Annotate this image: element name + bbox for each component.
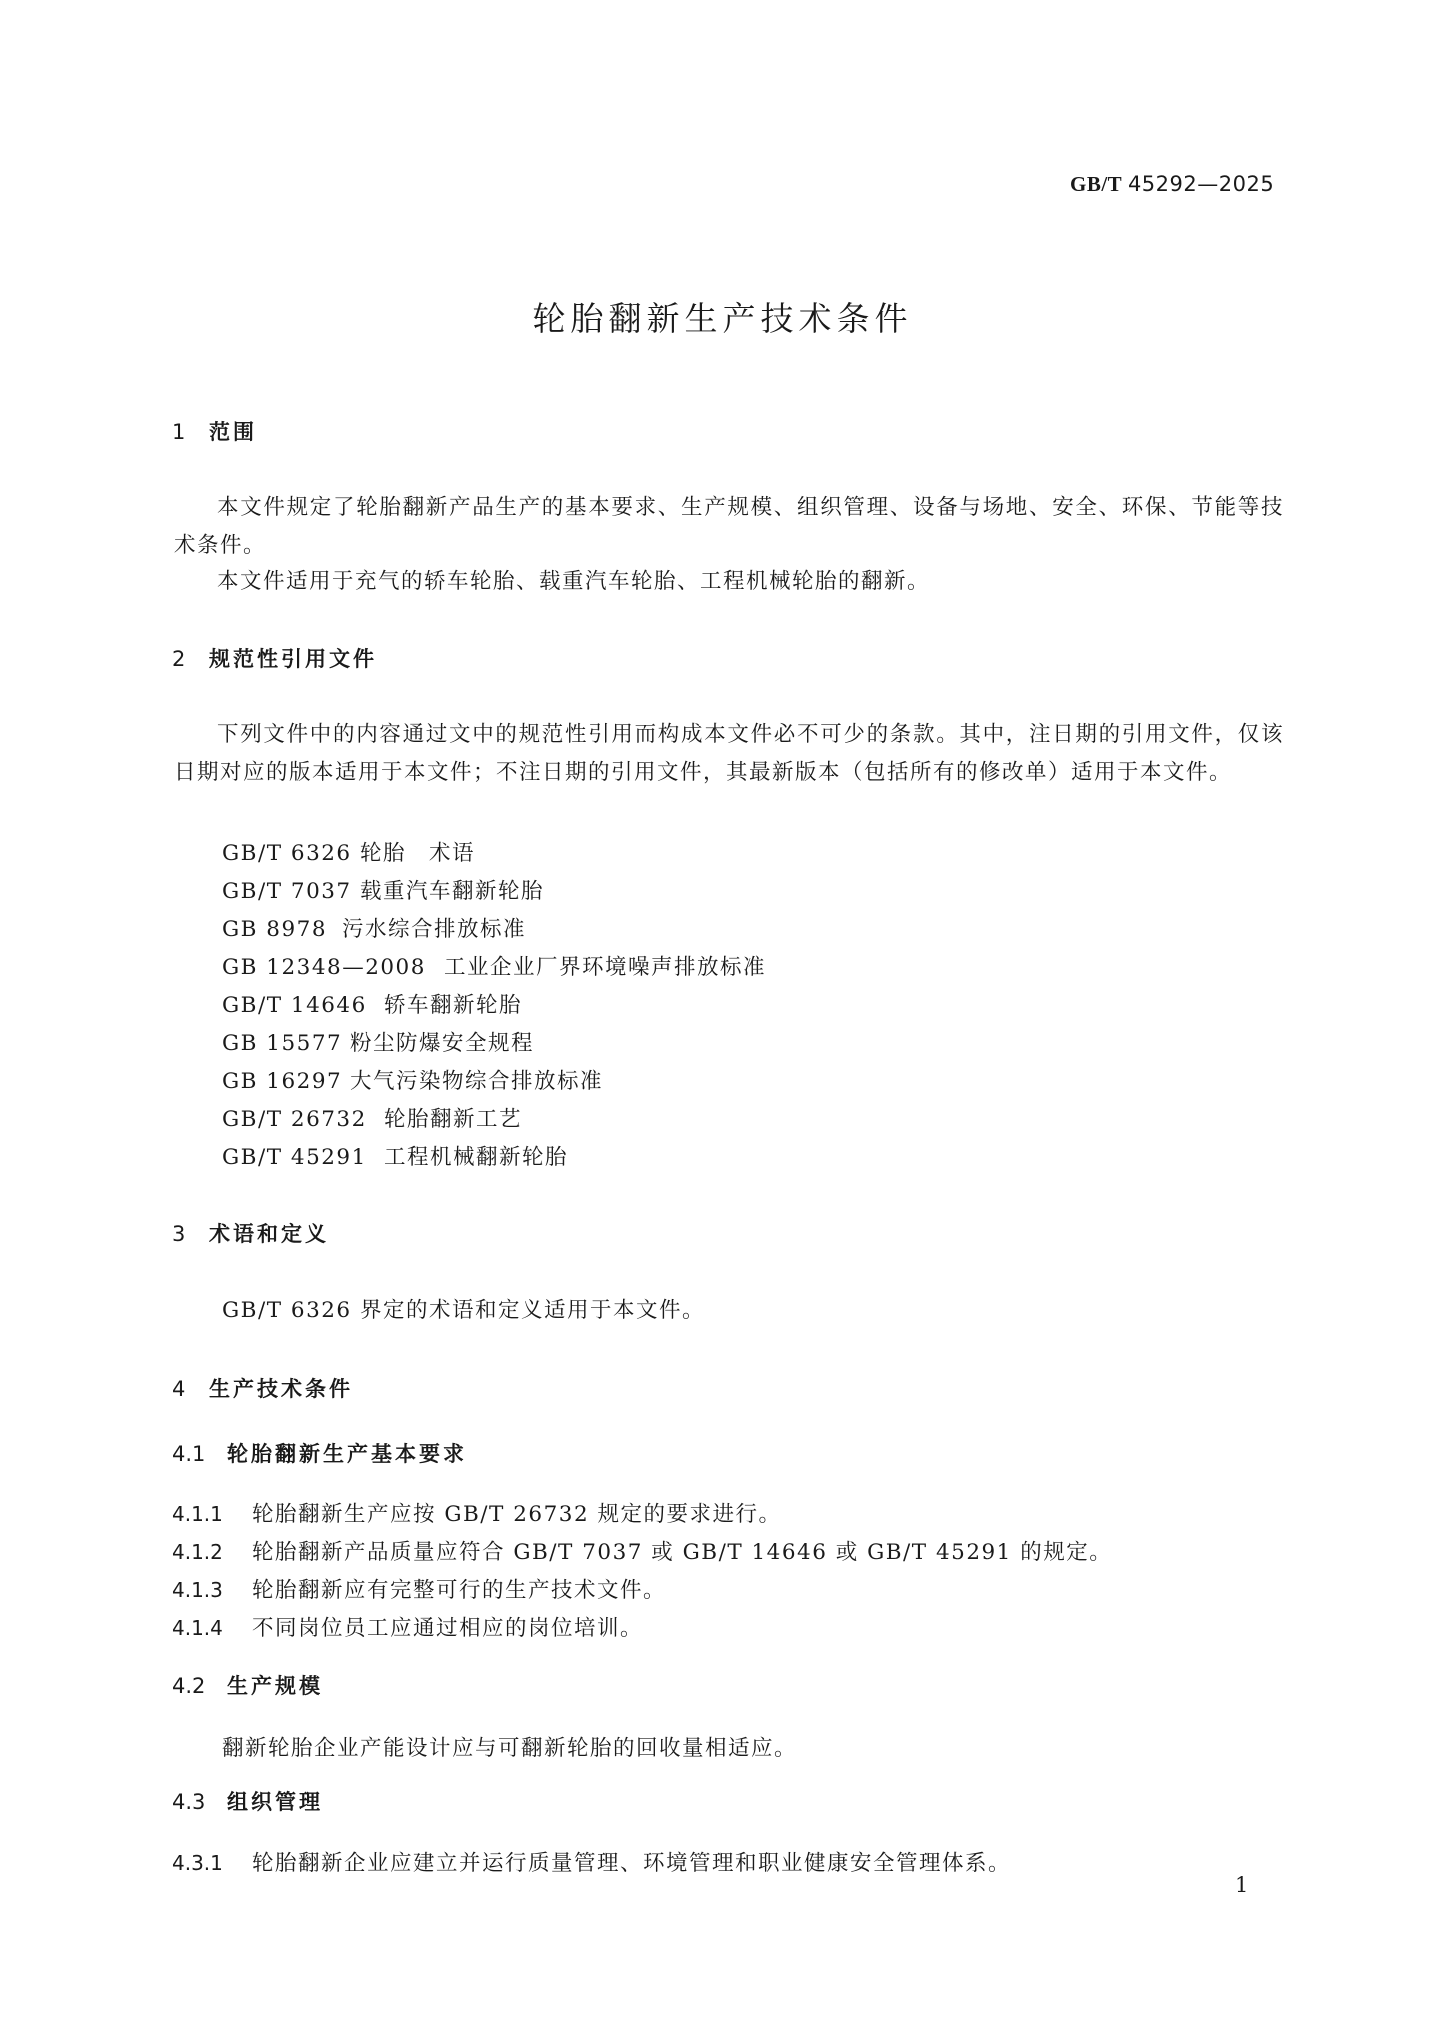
reference-name: 污水综合排放标准	[342, 917, 527, 942]
section-title: 组织管理	[227, 1790, 323, 1814]
section-number: 1	[172, 420, 186, 444]
section-4-heading	[172, 1373, 353, 1403]
references-intro: 下列文件中的内容通过文中的规范性引用而构成本文件必不可少的条款。其中，注日期的引用文件，仅该日期对应的版本适用于本文件；不注日期的引用文件，其最新版本（包括所有的修改单）适用于本文件。	[174, 722, 1284, 785]
standard-prefix: GB/T	[1070, 172, 1123, 196]
reference-code: GB/T 26732	[222, 1107, 367, 1132]
section-title: 范围	[209, 420, 257, 444]
section-number: 4.2	[172, 1674, 206, 1698]
document-title: 轮胎翻新生产技术条件	[532, 299, 913, 338]
section-4-1-heading	[172, 1438, 467, 1468]
standard-number	[1070, 172, 1274, 197]
reference-code: GB/T 7037	[222, 879, 352, 904]
reference-item	[222, 1026, 534, 1057]
section-title: 术语和定义	[209, 1222, 329, 1246]
standard-code: 45292—2025	[1127, 172, 1275, 196]
reference-code: GB/T 6326	[222, 841, 352, 866]
section-title: 生产技术条件	[209, 1377, 353, 1401]
section-title: 规范性引用文件	[209, 647, 377, 671]
clause-text: 轮胎翻新应有完整可行的生产技术文件。	[252, 1578, 667, 1603]
reference-item	[222, 1064, 603, 1095]
reference-name: 载重汽车翻新轮胎	[360, 879, 545, 904]
clause-item	[172, 1846, 1011, 1877]
reference-code: GB 8978	[222, 917, 328, 942]
reference-item	[222, 950, 766, 981]
section-1-heading	[172, 416, 257, 446]
reference-code: GB 15577	[222, 1031, 343, 1056]
clause-item	[172, 1497, 781, 1528]
production-scale-paragraph: 翻新轮胎企业产能设计应与可翻新轮胎的回收量相适应。	[222, 1736, 798, 1761]
reference-name: 轮胎 术语	[360, 841, 476, 866]
reference-item	[222, 1140, 568, 1171]
reference-item	[222, 912, 526, 943]
section-3-heading	[172, 1218, 329, 1248]
terms-paragraph: GB/T 6326 界定的术语和定义适用于本文件。	[222, 1298, 705, 1323]
section-title: 轮胎翻新生产基本要求	[227, 1442, 467, 1466]
reference-name: 轿车翻新轮胎	[384, 993, 523, 1018]
section-number: 4	[172, 1377, 186, 1401]
clause-text: 轮胎翻新产品质量应符合 GB/T 7037 或 GB/T 14646 或 GB/T 45291 的规定。	[252, 1540, 1113, 1565]
reference-item	[222, 874, 544, 905]
clause-text: 轮胎翻新企业应建立并运行质量管理、环境管理和职业健康安全管理体系。	[252, 1851, 1012, 1876]
clause-text: 不同岗位员工应通过相应的岗位培训。	[252, 1616, 644, 1641]
section-2-heading	[172, 643, 377, 673]
scope-paragraph-2: 本文件适用于充气的轿车轮胎、载重汽车轮胎、工程机械轮胎的翻新。	[217, 569, 931, 594]
reference-name: 轮胎翻新工艺	[384, 1107, 523, 1132]
reference-item	[222, 1102, 522, 1133]
clause-item	[172, 1573, 666, 1604]
clause-number: 4.1.2	[172, 1540, 223, 1564]
reference-name: 工业企业厂界环境噪声排放标准	[444, 955, 767, 980]
section-4-2-heading	[172, 1670, 323, 1700]
section-number: 3	[172, 1222, 186, 1246]
section-number: 2	[172, 647, 186, 671]
clause-item	[172, 1611, 643, 1642]
section-number: 4.3	[172, 1790, 206, 1814]
reference-name: 工程机械翻新轮胎	[384, 1145, 569, 1170]
scope-paragraph-1: 本文件规定了轮胎翻新产品生产的基本要求、生产规模、组织管理、设备与场地、安全、环保、节能等技术条件。	[174, 495, 1284, 558]
reference-item	[222, 988, 522, 1019]
reference-code: GB 12348—2008	[222, 955, 426, 980]
clause-number: 4.1.1	[172, 1502, 223, 1526]
section-title: 生产规模	[227, 1674, 323, 1698]
clause-item	[172, 1535, 1112, 1566]
reference-code: GB/T 45291	[222, 1145, 367, 1170]
clause-text: 轮胎翻新生产应按 GB/T 26732 规定的要求进行。	[252, 1502, 782, 1527]
reference-name: 粉尘防爆安全规程	[350, 1031, 535, 1056]
page-number: 1	[1235, 1873, 1249, 1897]
clause-number: 4.1.3	[172, 1578, 223, 1602]
clause-number: 4.3.1	[172, 1851, 223, 1875]
reference-code: GB 16297	[222, 1069, 343, 1094]
section-number: 4.1	[172, 1442, 206, 1466]
reference-code: GB/T 14646	[222, 993, 367, 1018]
section-4-3-heading	[172, 1786, 323, 1816]
clause-number: 4.1.4	[172, 1616, 223, 1640]
reference-item	[222, 836, 475, 867]
reference-name: 大气污染物综合排放标准	[350, 1069, 604, 1094]
